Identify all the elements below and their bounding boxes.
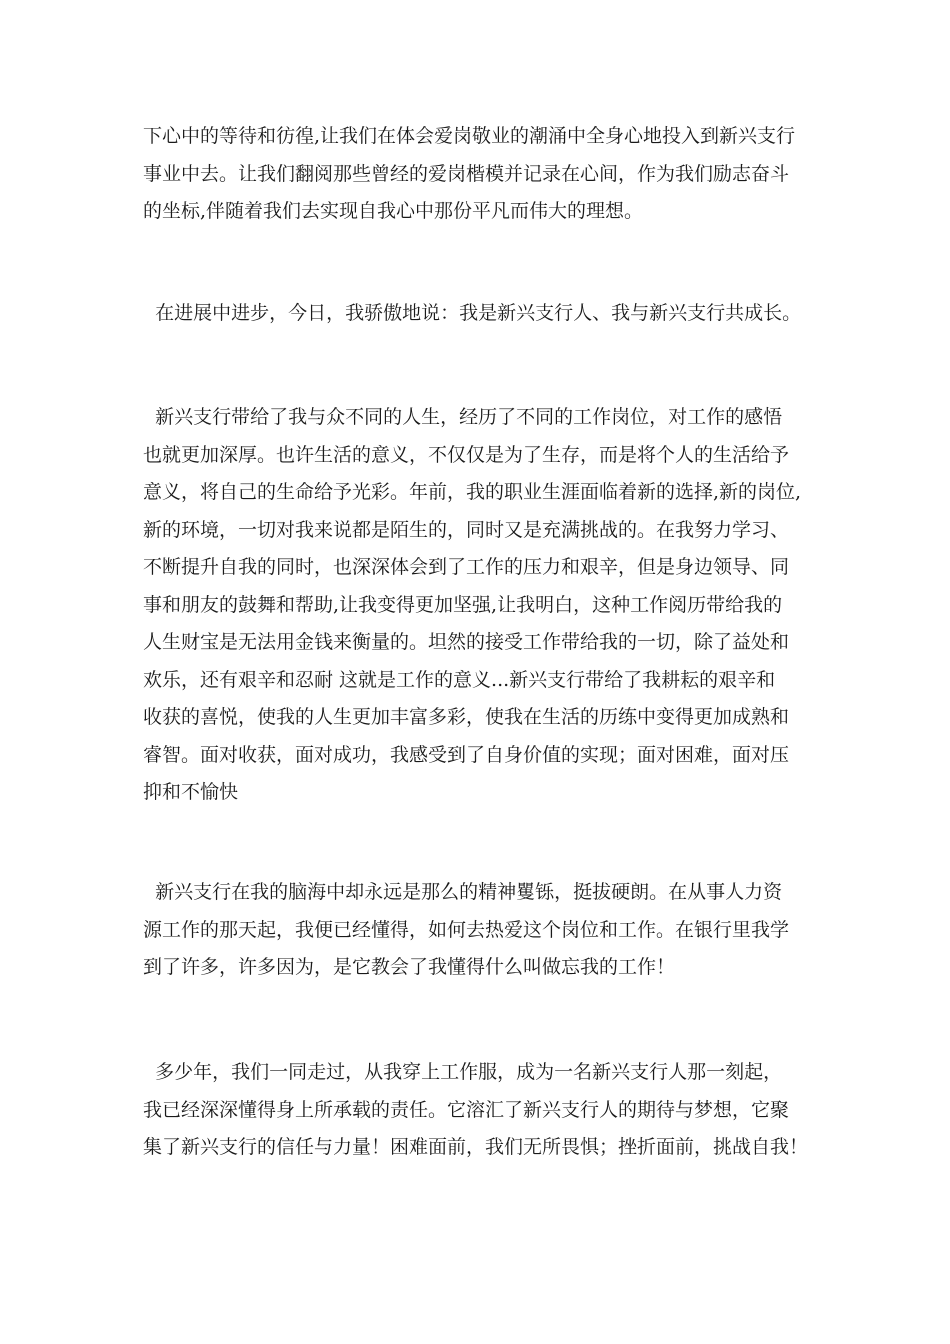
paragraph-4 — [143, 874, 833, 987]
text-line: 我已经深深懂得身上所承载的责任。它溶汇了新兴支行人的期待与梦想，它聚 — [143, 1098, 790, 1121]
text-line: 新兴支行在我的脑海中却永远是那么的精神矍铄，挺拔硬朗。在从事人力资 — [143, 881, 783, 903]
text-line: 欢乐，还有艰辛和忍耐 这就是工作的意义...新兴支行带给了我耕耘的艰辛和 — [143, 668, 776, 691]
text-line: 不断提升自我的同时，也深深体会到了工作的压力和艰辛，但是身边领导、同 — [143, 556, 790, 578]
text-line: 新的环境，一切对我来说都是陌生的，同时又是充满挑战的。在我努力学习、 — [143, 518, 790, 541]
text-line: 人生财宝是无法用金钱来衡量的。坦然的接受工作带给我的一切，除了益处和 — [143, 631, 790, 653]
text-line: 新兴支行带给了我与众不同的人生，经历了不同的工作岗位，对工作的感悟 — [143, 406, 783, 428]
paragraph-2 — [143, 295, 833, 333]
paragraph-1 — [143, 118, 833, 231]
paragraph-3 — [143, 399, 833, 812]
paragraph-5 — [143, 1054, 833, 1167]
text-line: 在进展中进步，今日，我骄傲地说：我是新兴支行人、我与新兴支行共成长。 — [143, 302, 802, 324]
text-line: 的坐标,伴随着我们去实现自我心中那份平凡而伟大的理想。 — [143, 200, 644, 222]
text-line: 集了新兴支行的信任与力量！困难面前，我们无所畏惧；挫折面前，挑战自我！ — [143, 1136, 809, 1158]
text-line: 源工作的那天起，我便已经懂得，如何去热爱这个岗位和工作。在银行里我学 — [143, 918, 790, 941]
text-line: 收获的喜悦，使我的人生更加丰富多彩，使我在生活的历练中变得更加成熟和 — [143, 706, 790, 728]
text-line: 到了许多，许多因为，是它教会了我懂得什么叫做忘我的工作！ — [143, 956, 676, 978]
text-line: 抑和不愉快 — [143, 781, 239, 803]
text-line: 睿智。面对收获，面对成功，我感受到了自身价值的实现；面对困难，面对压 — [143, 743, 790, 766]
text-line: 也就更加深厚。也许生活的意义，不仅仅是为了生存，而是将个人的生活给予 — [143, 443, 790, 466]
text-line: 事业中去。让我们翻阅那些曾经的爱岗楷模并记录在心间，作为我们励志奋斗 — [143, 162, 790, 185]
text-line: 多少年，我们一同走过，从我穿上工作服，成为一名新兴支行人那一刻起， — [143, 1061, 783, 1083]
text-line: 意义，将自己的生命给予光彩。年前，我的职业生涯面临着新的选择,新的岗位, — [143, 481, 802, 503]
text-line: 下心中的等待和彷徨,让我们在体会爱岗敬业的潮涌中全身心地投入到新兴支行 — [143, 125, 796, 147]
text-line: 事和朋友的鼓舞和帮助,让我变得更加坚强,让我明白，这种工作阅历带给我的 — [143, 593, 783, 616]
